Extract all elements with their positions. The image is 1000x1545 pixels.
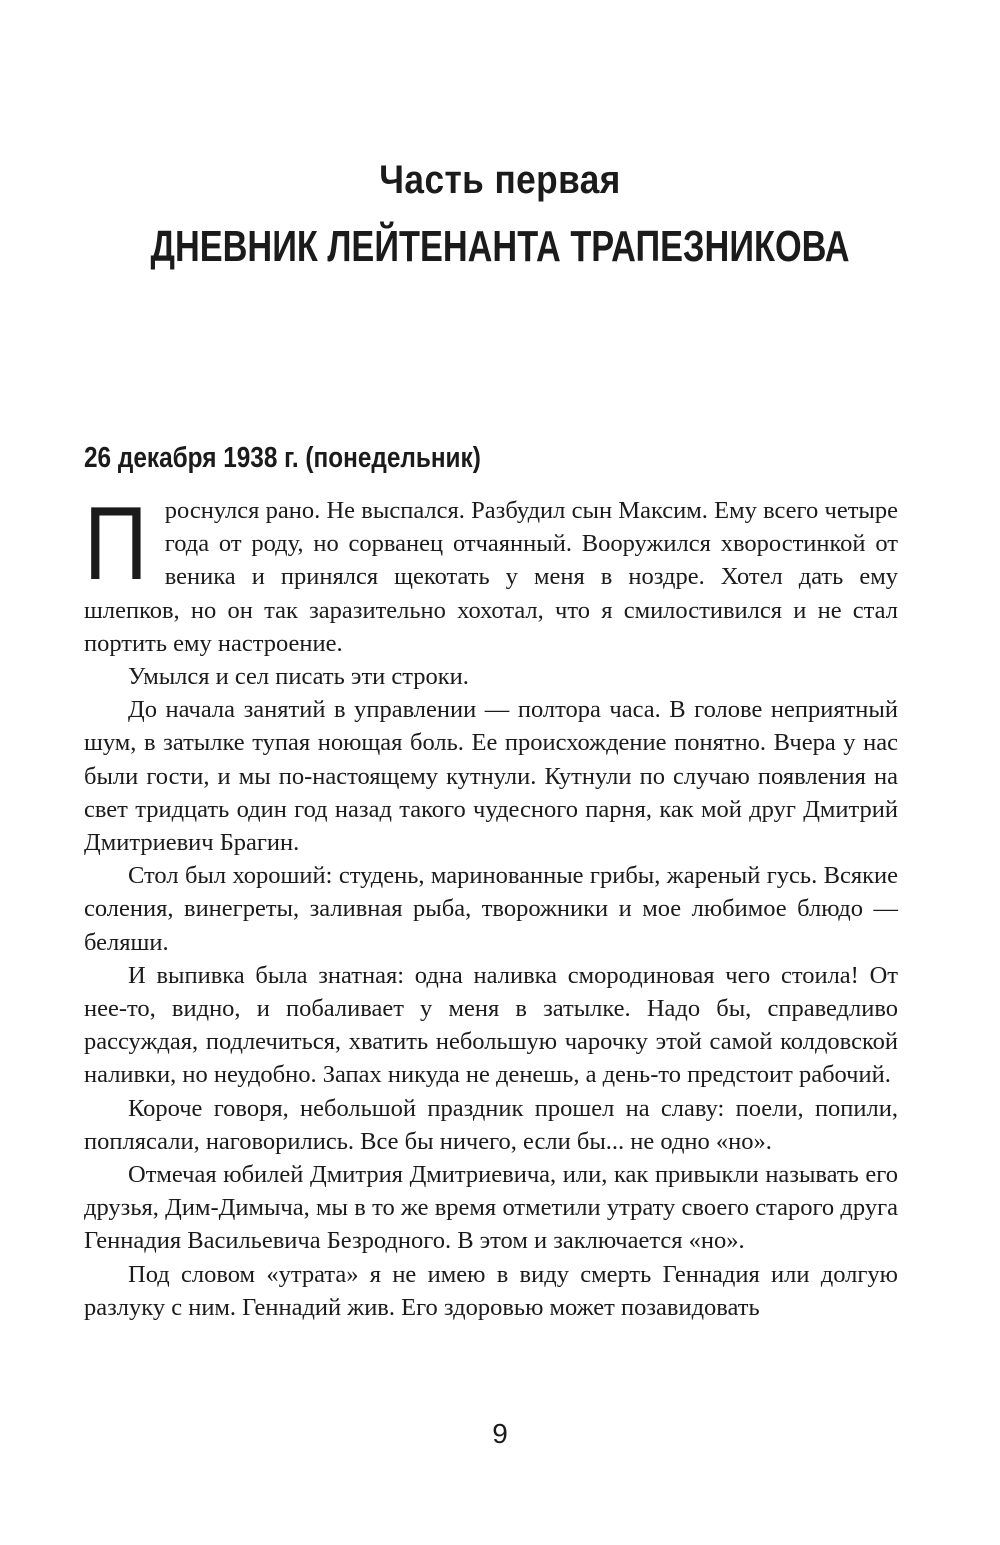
- diary-entry-date: 26 декабря 1938 г. (понедельник): [84, 442, 481, 474]
- paragraph-text: роснулся рано. Не выспался. Разбудил сын Максим. Ему всего четыре года от роду, но сорванец отчаянный. Вооружился хворостинкой от веника и принялся щекотать у меня в ноздре. Хотел дать ему шлепков, но он так заразительно хохотал, что я смилостивился и не стал портить ему настроение.: [84, 497, 898, 657]
- paragraph: Короче говоря, небольшой праздник прошел на славу: поели, попили, поплясали, наговорились. Все бы ничего, если бы... не одно «но».: [84, 1094, 898, 1155]
- part-label: Часть первая: [379, 158, 621, 202]
- paragraph: И выпивка была знатная: одна наливка смородиновая чего стоила! От нее-то, видно, и побаливает у меня в затылке. Надо бы, справедливо рассуждая, подлечиться, хватить небольшую чарочку этой самой колдовской наливки, но неудобно. Запах никуда не денешь, а день-то предстоит рабочий.: [84, 961, 898, 1089]
- paragraph: Стол был хороший: студень, маринованные грибы, жареный гусь. Всякие соления, винегреты, заливная рыба, творожники и мое любимое блюдо — беляши.: [84, 862, 898, 956]
- chapter-title: ДНЕВНИК ЛЕЙТЕНАНТА ТРАПЕЗНИКОВА: [150, 222, 850, 271]
- paragraph: До начала занятий в управлении — полтора часа. В голове неприятный шум, в затылке тупая ноющая боль. Ее происхождение понятно. Вчера у нас были гости, и мы по-настоящему кутнули. Кутнули по случаю появления на свет тридцать один год назад такого чудесного парня, как мой друг Дмитрий Дмитриевич Брагин.: [84, 696, 898, 857]
- page-number: 9: [492, 1418, 508, 1449]
- paragraph: Под словом «утрата» я не имею в виду смерть Геннадия или долгую разлуку с ним. Геннадий жив. Его здоровью может позавидовать: [84, 1260, 898, 1321]
- diary-body: [84, 486, 898, 1324]
- paragraph: Отмечая юбилей Дмитрия Дмитриевича, или, как привыкли называть его друзья, Дим-Димыча, мы в то же время отметили утрату своего старого друга Геннадия Васильевича Безродного. В этом и заключается «но».: [84, 1161, 898, 1255]
- drop-cap: П: [84, 486, 148, 602]
- paragraph: [84, 486, 898, 660]
- paragraph: Умылся и сел писать эти строки.: [128, 663, 469, 691]
